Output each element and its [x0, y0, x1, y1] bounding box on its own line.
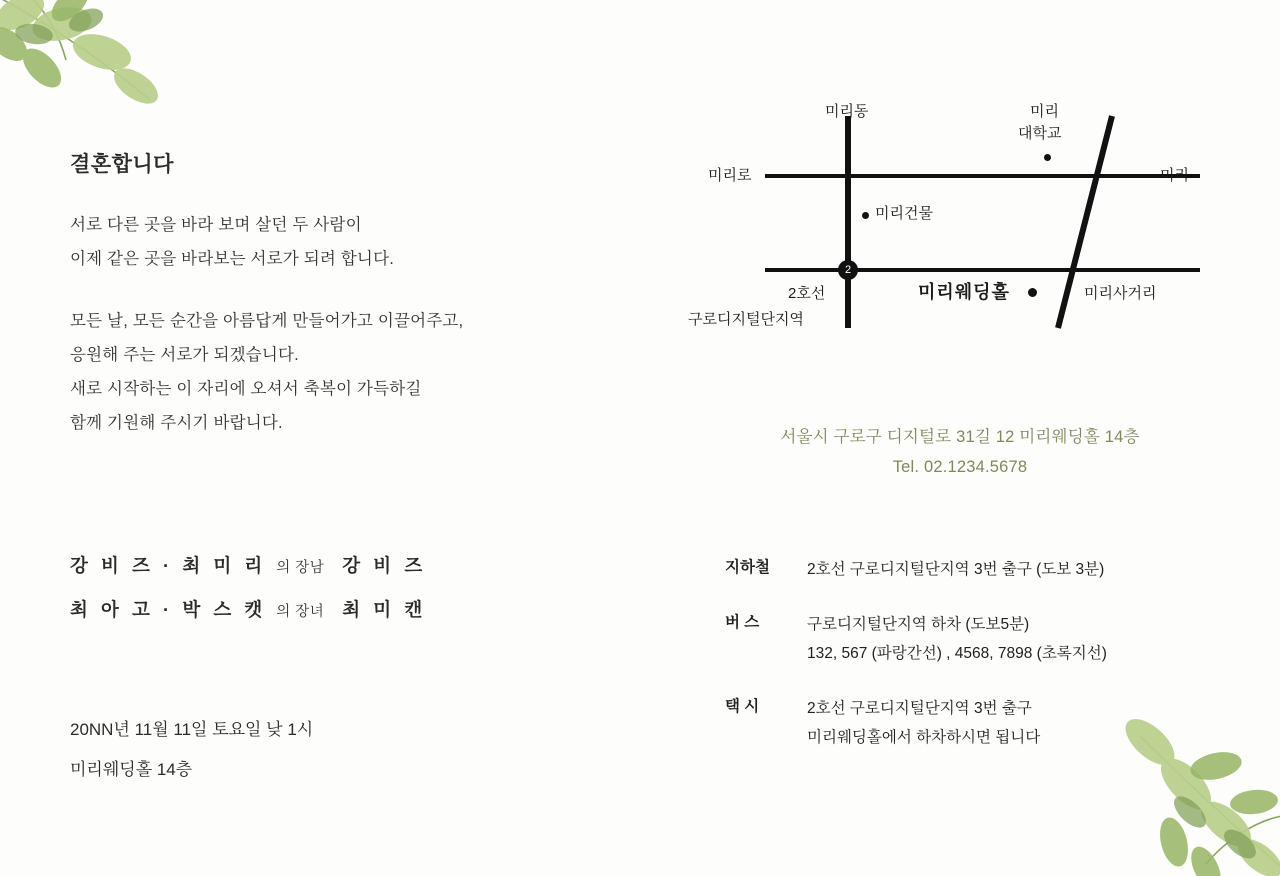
map-label-university-1: 미리 [1030, 103, 1059, 120]
family-block [70, 545, 426, 633]
venue-phone: Tel. 02.1234.5678 [892, 458, 1028, 476]
venue-address-block [640, 422, 1280, 482]
page-title: 결혼합니다 [70, 153, 174, 176]
invitation-right-column [640, 0, 1280, 866]
transport-row-bus [725, 610, 1265, 668]
bride-parents: 최 아 고 · 박 스 캣 [70, 599, 267, 620]
greeting-text [70, 208, 463, 440]
transport-line: 2호선 구로디지털단지역 3번 출구 (도보 3분) [807, 561, 1105, 578]
transport-line: 미리웨딩홀에서 하차하시면 됩니다 [807, 729, 1041, 746]
bride-name: 최 미 캔 [342, 599, 427, 620]
subway-station-marker: 2 [838, 260, 858, 280]
greeting-line: 응원해 주는 서로가 되겠습니다. [70, 346, 299, 364]
groom-name: 강 비 즈 [342, 555, 427, 576]
venue-address: 서울시 구로구 디지털로 31길 12 미리웨딩홀 14층 [780, 428, 1140, 446]
transport-body-taxi [807, 694, 1265, 752]
map-label-venue: 미리웨딩홀 [918, 282, 1010, 302]
map-label-line2: 2호선 [788, 285, 826, 302]
transport-line: 2호선 구로디지털단지역 3번 출구 [807, 700, 1032, 717]
groom-relation: 의 장남 [276, 560, 325, 576]
transport-row-subway [725, 555, 1265, 584]
family-row-bride [70, 589, 426, 633]
transport-head-subway: 지하철 [725, 559, 770, 576]
transport-info [725, 555, 1265, 752]
family-row-groom [70, 545, 426, 589]
building-dot-university [1044, 154, 1051, 161]
transport-body-bus [807, 610, 1265, 668]
map-label-miriro: 미리로 [708, 167, 752, 184]
transport-row-taxi [725, 694, 1265, 752]
map-label-guro-station: 구로디지털단지역 [688, 311, 804, 328]
transport-head-taxi: 택 시 [725, 698, 760, 715]
greeting-paragraph-1 [70, 208, 463, 276]
building-dot-miri-building [862, 212, 869, 219]
location-map [640, 88, 1280, 368]
bride-relation: 의 장녀 [276, 604, 325, 620]
greeting-line: 서로 다른 곳을 바라 보며 살던 두 사람이 [70, 216, 362, 234]
map-label-university-2: 대학교 [1018, 125, 1062, 142]
invitation-left-column [0, 0, 640, 866]
transport-line: 132, 567 (파랑간선) , 4568, 7898 (초록지선) [807, 645, 1107, 662]
groom-parents: 강 비 즈 · 최 미 리 [70, 555, 267, 576]
venue-dot [1028, 288, 1037, 297]
transport-line: 구로디지털단지역 하차 (도보5분) [807, 616, 1030, 633]
transport-head-bus: 버 스 [725, 614, 760, 631]
transport-body-subway [807, 555, 1265, 584]
map-label-intersection: 미리사거리 [1084, 285, 1157, 302]
greeting-line: 이제 같은 곳을 바라보는 서로가 되려 합니다. [70, 250, 394, 268]
greeting-line: 새로 시작하는 이 자리에 오셔서 축복이 가득하길 [70, 380, 422, 398]
event-datetime-block [70, 710, 313, 790]
map-label-miri-building: 미리건물 [875, 205, 933, 222]
event-venue: 미리웨딩홀 14층 [70, 760, 193, 779]
greeting-line: 모든 날, 모든 순간을 아름답게 만들어가고 이끌어주고, [70, 312, 464, 330]
map-label-miridong: 미리동 [825, 103, 869, 120]
map-label-miri: 미리 [1160, 167, 1189, 184]
greeting-line: 함께 기원해 주시기 바랍니다. [70, 414, 283, 432]
event-datetime: 20NN년 11월 11일 토요일 낮 1시 [70, 720, 314, 739]
greeting-paragraph-2 [70, 304, 463, 440]
